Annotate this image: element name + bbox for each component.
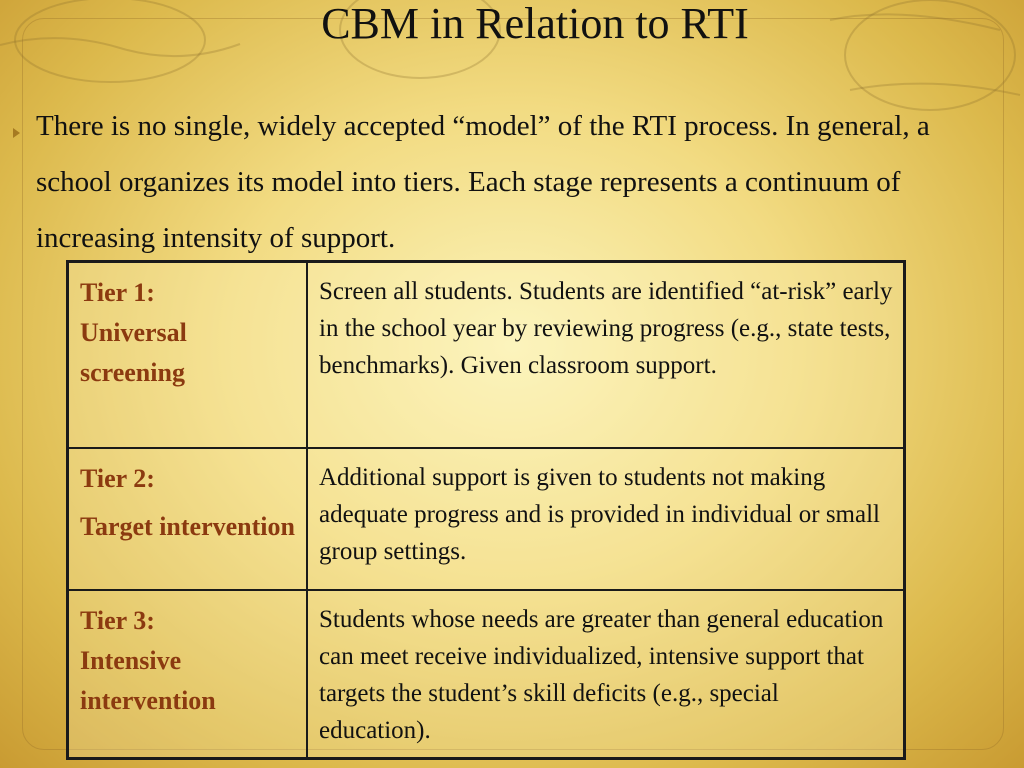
- tier-name-cell: [68, 590, 308, 759]
- tier-title: Intensive intervention: [80, 645, 216, 715]
- tier-title: Universal screening: [80, 318, 187, 387]
- tier-description: Additional support is given to students not making adequate progress and is provided in individual or small group settings.: [307, 448, 905, 590]
- tier-label: Tier 1:: [80, 278, 155, 307]
- bullet-arrow-icon: [13, 128, 20, 138]
- table-row: [68, 590, 905, 759]
- tier-label: Tier 3:: [80, 605, 155, 635]
- tier-description: Screen all students. Students are identified “at-risk” early in the school year by reviewing progress (e.g., state tests, benchmarks). Given classroom support.: [307, 262, 905, 448]
- intro-paragraph: There is no single, widely accepted “model” of the RTI process. In general, a school organizes its model into tiers. Each stage represents a continuum of increasing intensity of support.: [36, 110, 930, 254]
- tier-label: Tier 2:: [80, 463, 155, 493]
- tier-name-cell: [68, 262, 308, 448]
- rti-tiers-table: [66, 260, 906, 760]
- table-row: [68, 262, 905, 448]
- tier-title: Target intervention: [80, 511, 295, 541]
- tier-description: Students whose needs are greater than general education can meet receive individualized, intensive support that targets the student’s skill deficits (e.g., special education).: [307, 590, 905, 759]
- slide-title: CBM in Relation to RTI: [321, 0, 749, 48]
- tier-name-cell: [68, 448, 308, 590]
- table-row: [68, 448, 905, 590]
